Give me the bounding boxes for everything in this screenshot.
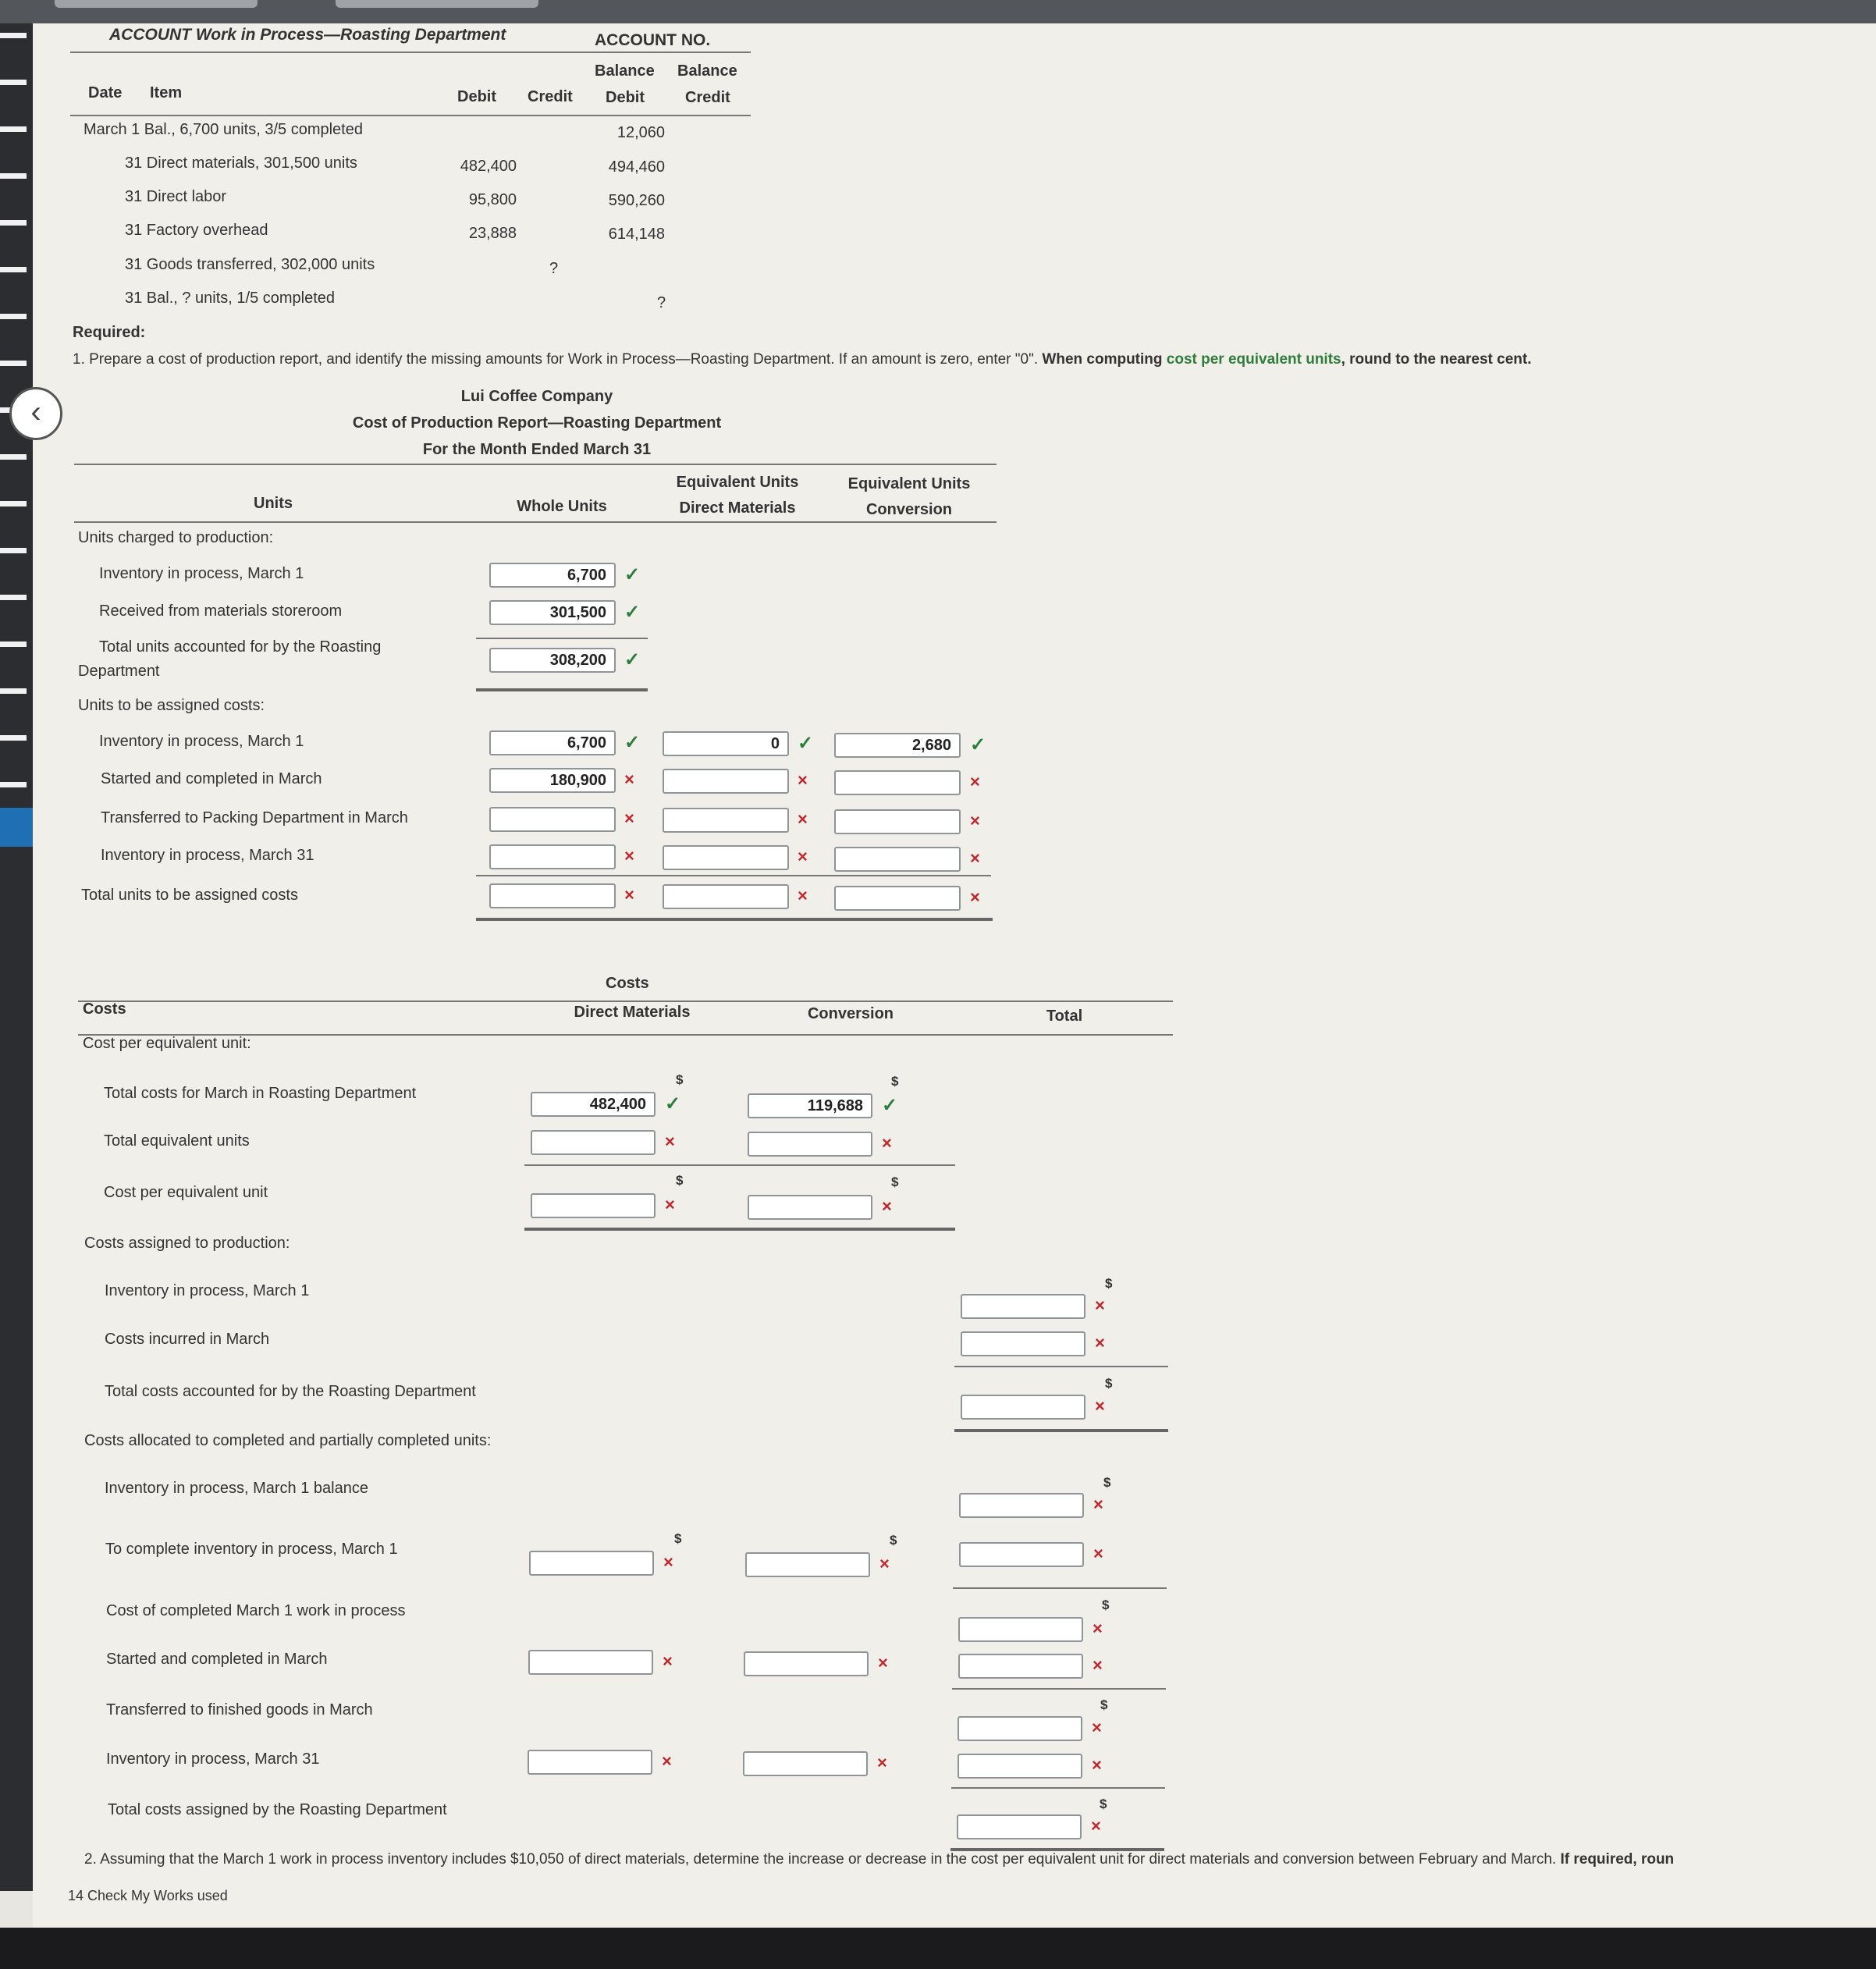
costs-assigned-heading: Costs assigned to production: <box>84 1235 290 1252</box>
row-label: To complete inventory in process, March 1 <box>105 1541 398 1558</box>
check-icon: ✓ <box>624 732 641 753</box>
units-assigned-heading: Units to be assigned costs: <box>78 697 265 714</box>
col-header-whole: Whole Units <box>517 498 607 515</box>
dollar-sign: $ <box>676 1072 684 1087</box>
row-label: Inventory in process, March 1 <box>105 1282 310 1299</box>
check-icon: ✓ <box>624 649 641 670</box>
col-header-total: Total <box>1046 1008 1083 1025</box>
browser-top-bar <box>0 0 1876 23</box>
ledger-row-balance: 614,148 <box>608 226 665 243</box>
total-assigned-conv-input[interactable] <box>834 886 961 911</box>
dm-started-input[interactable] <box>528 1650 653 1675</box>
nav-current-item[interactable] <box>0 808 33 847</box>
cross-icon: × <box>1093 1544 1103 1563</box>
cross-icon: × <box>1093 1619 1103 1638</box>
row-label: Inventory in process, March 1 balance <box>105 1480 368 1497</box>
check-icon: ✓ <box>624 564 641 585</box>
ledger-header: Balance <box>595 62 655 80</box>
costs-group-label: Costs <box>606 975 649 992</box>
total-incurred-input[interactable] <box>961 1331 1085 1356</box>
cross-icon: × <box>798 847 808 866</box>
cross-icon: × <box>877 1753 887 1772</box>
row-label: Transferred to Packing Department in March <box>101 809 408 826</box>
nav-tick[interactable] <box>0 33 27 38</box>
nav-tick[interactable] <box>0 220 27 226</box>
cross-icon: × <box>1091 1816 1101 1836</box>
ledger-header-debit: Debit <box>457 88 496 105</box>
ledger-row-item: 31 Goods transferred, 302,000 units <box>125 256 375 273</box>
ledger-rule <box>70 52 751 53</box>
inv-b-dm-input[interactable] <box>663 731 789 756</box>
nav-tick[interactable] <box>0 454 27 460</box>
cross-icon: × <box>665 1195 675 1214</box>
taskbar <box>0 1928 1876 1969</box>
sum-rule <box>953 1587 1167 1589</box>
ledger-header-item: Item <box>150 84 183 101</box>
row-label: Total costs assigned by the Roasting Department <box>108 1801 447 1818</box>
row-label: Inventory in process, March 1 <box>99 733 304 750</box>
dollar-sign: $ <box>1102 1598 1110 1612</box>
check-icon: ✓ <box>665 1093 681 1114</box>
check-icon: ✓ <box>882 1095 898 1116</box>
inv-march31-conv-input[interactable] <box>834 847 961 872</box>
conv-total-costs-input[interactable] <box>748 1093 872 1118</box>
row-label: Started and completed in March <box>101 770 322 787</box>
dm-total-costs-input[interactable] <box>531 1092 656 1117</box>
total-accounted-costs-input[interactable] <box>961 1395 1085 1420</box>
ledger-row-balance: 590,260 <box>608 192 665 209</box>
ledger-header: Credit <box>685 89 730 106</box>
required-q1-highlight: cost per equivalent units <box>1166 351 1341 368</box>
units-charged-heading: Units charged to production: <box>78 529 274 546</box>
cross-icon: × <box>798 886 808 905</box>
ledger-row-balance: 494,460 <box>608 158 665 176</box>
sum-rule <box>524 1164 955 1166</box>
dm-inv-march31-input[interactable] <box>528 1750 652 1775</box>
ledger-title: ACCOUNT Work in Process—Roasting Department <box>109 26 506 44</box>
started-conv-input[interactable] <box>834 770 961 795</box>
cross-icon: × <box>1093 1655 1103 1675</box>
received-whole-input[interactable] <box>489 600 616 625</box>
row-label: Received from materials storeroom <box>99 602 343 620</box>
dm-cost-per-eu-input[interactable] <box>531 1193 656 1218</box>
dollar-sign: $ <box>1105 1276 1113 1291</box>
started-dm-input[interactable] <box>663 769 789 794</box>
col-header-eq-conv: Conversion <box>865 501 953 518</box>
inv-b-whole-input[interactable] <box>489 730 616 755</box>
required-q1-text: 1. Prepare a cost of production report, and identify the missing amounts for Work in Process—Roasting Department. If an amount is zero, enter "0". <box>73 351 1039 368</box>
ledger-header: Balance <box>677 62 737 80</box>
col-header-units: Units <box>254 495 293 512</box>
col-header-eq-conv: Equivalent Units <box>847 475 971 492</box>
inv-march31-whole-input[interactable] <box>489 844 616 869</box>
cross-icon: × <box>624 846 634 865</box>
dollar-sign: $ <box>891 1074 899 1089</box>
col-header-costs: Costs <box>83 1000 126 1018</box>
row-label: Inventory in process, March 1 <box>99 565 304 582</box>
total-accounted-whole-input[interactable] <box>489 648 616 673</box>
row-label: Costs incurred in March <box>105 1331 270 1348</box>
cross-icon: × <box>970 887 980 907</box>
ledger-row-item: 31 Bal., ? units, 1/5 completed <box>125 290 336 307</box>
double-rule <box>524 1228 955 1231</box>
total-cost-completed-input[interactable] <box>958 1617 1083 1642</box>
ledger-header-credit: Credit <box>528 88 573 105</box>
cross-icon: × <box>624 769 634 789</box>
cross-icon: × <box>882 1133 892 1153</box>
ledger-row-item: 31 Direct materials, 301,500 units <box>125 155 357 172</box>
costs-allocated-heading: Costs allocated to completed and partially completed units: <box>84 1432 492 1449</box>
report-title: Cost of Production Report—Roasting Department <box>352 414 722 432</box>
cross-icon: × <box>970 848 980 868</box>
row-label: Total equivalent units <box>104 1132 250 1150</box>
nav-tick[interactable] <box>0 782 27 787</box>
row-label: Department <box>78 663 160 680</box>
nav-tick[interactable] <box>0 80 27 85</box>
ledger-row-balance: 12,060 <box>616 124 665 141</box>
nav-tick[interactable] <box>0 595 27 600</box>
check-icon: ✓ <box>624 602 641 623</box>
cross-icon: × <box>1093 1495 1103 1514</box>
total-inv-balance-input[interactable] <box>959 1493 1084 1518</box>
total-inv-march1-input[interactable] <box>961 1294 1085 1319</box>
top-tab-left[interactable] <box>55 0 258 8</box>
sum-rule <box>954 1366 1168 1367</box>
check-icon: ✓ <box>970 734 986 755</box>
required-q2-text: 2. Assuming that the March 1 work in process inventory includes $10,050 of direct materials, determine the increase or decrease in the cost per equivalent unit for direct materials and conversion between February and March. <box>84 1851 1557 1868</box>
cross-icon: × <box>1095 1396 1105 1416</box>
required-q2-bold: If required, roun <box>1560 1851 1675 1868</box>
ledger-account-no: ACCOUNT NO. <box>595 31 711 49</box>
nav-tick[interactable] <box>0 361 27 366</box>
double-rule <box>476 918 993 921</box>
dollar-sign: $ <box>890 1533 897 1548</box>
nav-tick[interactable] <box>0 501 27 506</box>
col-header-dm: Direct Materials <box>574 1004 691 1021</box>
cross-icon: × <box>1092 1755 1102 1775</box>
back-chevron-icon[interactable]: ‹ <box>9 387 62 440</box>
inv-march31-dm-input[interactable] <box>663 845 789 870</box>
dollar-sign: $ <box>1103 1475 1111 1490</box>
worksheet-page <box>33 23 1876 1928</box>
cross-icon: × <box>665 1132 675 1151</box>
question-nav-strip[interactable] <box>0 23 33 1891</box>
cross-icon: × <box>970 772 980 791</box>
units-table-rule <box>74 464 997 465</box>
ledger-row-debit: 95,800 <box>468 191 517 208</box>
started-whole-input[interactable] <box>489 768 616 793</box>
company-name: Lui Coffee Company <box>460 388 613 405</box>
required-q1-bold: When computing <box>1042 351 1163 368</box>
cross-icon: × <box>798 770 808 790</box>
nav-tick[interactable] <box>0 267 27 272</box>
dollar-sign: $ <box>1100 1797 1107 1811</box>
cross-icon: × <box>663 1651 673 1671</box>
conv-cost-per-eu-input[interactable] <box>748 1195 872 1220</box>
transferred-dm-input[interactable] <box>663 808 789 833</box>
row-label: Total units to be assigned costs <box>81 887 298 904</box>
row-label: Total costs for March in Roasting Department <box>104 1085 417 1102</box>
required-q1-bold-end: , round to the nearest cent. <box>1341 351 1532 368</box>
report-period: For the Month Ended March 31 <box>422 441 652 458</box>
dm-eq-units-input[interactable] <box>531 1130 656 1155</box>
inv-b-conv-input[interactable] <box>834 733 961 758</box>
total-started-input[interactable] <box>958 1654 1083 1679</box>
dollar-sign: $ <box>676 1173 684 1188</box>
row-label: Transferred to finished goods in March <box>106 1701 373 1718</box>
nav-tick[interactable] <box>0 173 27 179</box>
cross-icon: × <box>798 809 808 829</box>
total-assigned-whole-input[interactable] <box>489 883 616 908</box>
sum-rule <box>951 1787 1165 1789</box>
ledger-row-item: March 1 Bal., 6,700 units, 3/5 completed <box>83 121 363 138</box>
ledger-header: Debit <box>606 89 645 106</box>
nav-tick[interactable] <box>0 642 27 647</box>
units-table-rule <box>74 521 997 523</box>
ledger-header-date: Date <box>88 84 123 101</box>
nav-tick[interactable] <box>0 314 27 319</box>
total-assigned-dm-input[interactable] <box>663 884 789 909</box>
row-label: Cost per equivalent unit <box>104 1184 268 1201</box>
row-label: Total units accounted for by the Roasting <box>99 638 382 656</box>
cross-icon: × <box>624 809 634 828</box>
cpeu-heading: Cost per equivalent unit: <box>83 1035 251 1052</box>
transferred-conv-input[interactable] <box>834 809 961 834</box>
ledger-row-item: 31 Factory overhead <box>125 222 268 239</box>
double-rule <box>476 688 648 691</box>
total-transferred-input[interactable] <box>958 1716 1082 1741</box>
row-label: Cost of completed March 1 work in process <box>106 1602 406 1619</box>
row-label: Inventory in process, March 31 <box>101 847 314 864</box>
ledger-row-balance: ? <box>657 294 666 311</box>
col-header-eq-dm: Equivalent Units <box>676 474 799 491</box>
ledger-row-item: 31 Direct labor <box>125 188 227 205</box>
conv-to-complete-input[interactable] <box>745 1552 870 1577</box>
dm-to-complete-input[interactable] <box>529 1551 654 1576</box>
cross-icon: × <box>1095 1333 1105 1352</box>
col-header-conv: Conversion <box>807 1005 894 1022</box>
ledger-row-credit: ? <box>549 260 559 277</box>
transferred-whole-input[interactable] <box>489 807 616 832</box>
cross-icon: × <box>1095 1295 1105 1315</box>
cross-icon: × <box>624 885 634 905</box>
cross-icon: × <box>882 1196 892 1216</box>
dollar-sign: $ <box>1105 1376 1113 1391</box>
row-label: Inventory in process, March 31 <box>106 1750 320 1768</box>
required-heading: Required: <box>73 324 146 341</box>
sum-rule <box>952 1688 1166 1690</box>
required-q2 <box>84 1851 1876 1882</box>
col-header-eq-dm: Direct Materials <box>679 499 796 517</box>
conv-started-input[interactable] <box>744 1651 869 1676</box>
cross-icon: × <box>662 1751 672 1771</box>
total-to-complete-input[interactable] <box>959 1542 1084 1567</box>
total-inv-march31-input[interactable] <box>958 1754 1082 1779</box>
check-icon: ✓ <box>798 733 814 754</box>
cross-icon: × <box>878 1653 888 1672</box>
cross-icon: × <box>1092 1718 1102 1737</box>
top-tab-print[interactable] <box>336 0 538 8</box>
cross-icon: × <box>879 1554 890 1573</box>
dollar-sign: $ <box>1100 1697 1108 1712</box>
cross-icon: × <box>970 811 980 830</box>
row-label: Total costs accounted for by the Roasting Department <box>105 1383 476 1400</box>
required-q1 <box>73 351 1531 368</box>
ledger-row-debit: 23,888 <box>468 225 517 242</box>
ledger-row-debit: 482,400 <box>460 158 517 175</box>
nav-tick[interactable] <box>0 548 27 553</box>
dollar-sign: $ <box>674 1531 682 1546</box>
inv-march1-whole-input[interactable] <box>489 563 616 588</box>
nav-tick[interactable] <box>0 126 27 132</box>
cross-icon: × <box>663 1552 673 1572</box>
conv-eq-units-input[interactable] <box>748 1132 872 1157</box>
nav-tick[interactable] <box>0 735 27 741</box>
costs-table-rule <box>78 1000 1173 1002</box>
total-costs-assigned-input[interactable] <box>957 1814 1082 1839</box>
dollar-sign: $ <box>891 1175 899 1189</box>
ledger-rule <box>70 115 751 116</box>
sum-rule <box>476 638 648 639</box>
nav-tick[interactable] <box>0 688 27 694</box>
sum-rule <box>476 875 991 876</box>
check-my-work-count: 14 Check My Works used <box>68 1888 228 1903</box>
conv-inv-march31-input[interactable] <box>743 1751 868 1776</box>
double-rule <box>954 1429 1168 1432</box>
row-label: Started and completed in March <box>106 1651 328 1668</box>
